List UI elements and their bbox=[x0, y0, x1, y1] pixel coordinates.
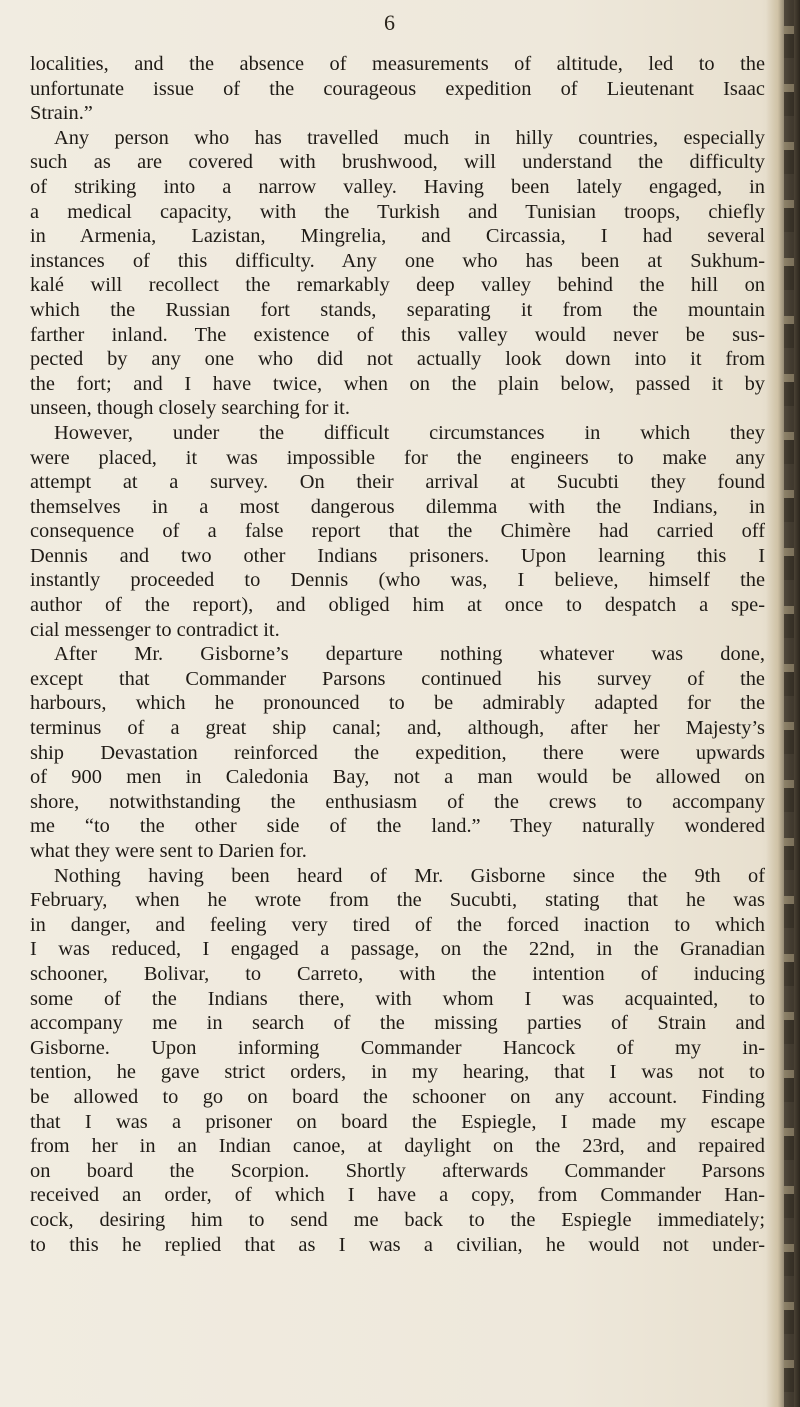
book-binding-edge bbox=[766, 0, 800, 1407]
text-line: a medical capacity, with the Turkish and Tunisian troops, chiefly bbox=[30, 200, 765, 223]
text-line: the fort; and I have twice, when on the plain below, passed it by bbox=[30, 372, 765, 395]
text-line: me “to the other side of the land.” They naturally wondered bbox=[30, 815, 765, 838]
text-line: in Armenia, Lazistan, Mingrelia, and Circassia, I had several bbox=[30, 225, 765, 248]
text-line: be allowed to go on board the schooner on any account. Finding bbox=[30, 1085, 765, 1108]
text-line: After Mr. Gisborne’s departure nothing whatever was done, bbox=[54, 643, 765, 666]
text-line: were placed, it was impossible for the engineers to make any bbox=[30, 446, 765, 469]
text-line: ship Devastation reinforced the expedition, there were upwards bbox=[30, 741, 765, 764]
text-line: consequence of a false report that the Chimère had carried off bbox=[30, 520, 765, 543]
text-line: Strain.” bbox=[30, 102, 93, 125]
text-line: terminus of a great ship canal; and, although, after her Majesty’s bbox=[30, 717, 765, 740]
text-line: cock, desiring him to send me back to the Espiegle immediately; bbox=[30, 1208, 765, 1231]
text-line: in danger, and feeling very tired of the forced inaction to which bbox=[30, 913, 765, 936]
text-line: Gisborne. Upon informing Commander Hancock of my in- bbox=[30, 1036, 765, 1059]
text-line: such as are covered with brushwood, will understand the difficulty bbox=[30, 151, 765, 174]
text-line: However, under the difficult circumstances in which they bbox=[54, 421, 765, 444]
text-line: I was reduced, I engaged a passage, on the 22nd, in the Granadian bbox=[30, 938, 765, 961]
text-line: Any person who has travelled much in hilly countries, especially bbox=[54, 126, 765, 149]
text-line: author of the report), and obliged him at once to despatch a spe- bbox=[30, 594, 765, 617]
text-line: harbours, which he pronounced to be admirably adapted for the bbox=[30, 692, 765, 715]
text-line: accompany me in search of the missing parties of Strain and bbox=[30, 1012, 765, 1035]
text-line: unseen, though closely searching for it. bbox=[30, 397, 350, 420]
text-line: on board the Scorpion. Shortly afterwards Commander Parsons bbox=[30, 1159, 765, 1182]
text-line: of 900 men in Caledonia Bay, not a man would be allowed on bbox=[30, 766, 765, 789]
text-line: from her in an Indian canoe, at daylight on the 23rd, and repaired bbox=[30, 1135, 765, 1158]
text-line: received an order, of which I have a copy, from Commander Han- bbox=[30, 1184, 765, 1207]
text-line: of striking into a narrow valley. Having been lately engaged, in bbox=[30, 175, 765, 198]
text-line: farther inland. The existence of this valley would never be sus- bbox=[30, 323, 765, 346]
text-line: Nothing having been heard of Mr. Gisborne since the 9th of bbox=[54, 864, 765, 887]
text-line: schooner, Bolivar, to Carreto, with the intention of inducing bbox=[30, 962, 765, 985]
text-line: shore, notwithstanding the enthusiasm of the crews to accompany bbox=[30, 790, 765, 813]
text-line: to this he replied that as I was a civilian, he would not under- bbox=[30, 1233, 765, 1256]
text-line: unfortunate issue of the courageous expedition of Lieutenant Isaac bbox=[30, 77, 765, 100]
text-line: what they were sent to Darien for. bbox=[30, 840, 307, 862]
text-line: that I was a prisoner on board the Espiegle, I made my escape bbox=[30, 1110, 765, 1133]
text-line: which the Russian fort stands, separating it from the mountain bbox=[30, 298, 765, 321]
text-line: cial messenger to contradict it. bbox=[30, 618, 280, 641]
text-line: some of the Indians there, with whom I was acquainted, to bbox=[30, 987, 765, 1010]
text-line: instances of this difficulty. Any one who has been at Sukhum- bbox=[30, 249, 765, 272]
text-line: pected by any one who did not actually look down into it from bbox=[30, 348, 765, 371]
text-line: localities, and the absence of measurements of altitude, led to the bbox=[30, 53, 765, 75]
text-line: instantly proceeded to Dennis (who was, I believe, himself the bbox=[30, 569, 765, 592]
text-line: themselves in a most dangerous dilemma with the Indians, in bbox=[30, 495, 765, 518]
text-line: February, when he wrote from the Sucubti, stating that he was bbox=[30, 889, 765, 912]
body-text bbox=[30, 52, 765, 1257]
text-line: tention, he gave strict orders, in my hearing, that I was not to bbox=[30, 1061, 765, 1084]
text-line: Dennis and two other Indians prisoners. Upon learning this I bbox=[30, 544, 765, 567]
page-number: 6 bbox=[384, 10, 396, 35]
text-line: attempt at a survey. On their arrival at Sucubti they found bbox=[30, 471, 765, 494]
text-line: except that Commander Parsons continued his survey of the bbox=[30, 667, 765, 690]
text-line: kalé will recollect the remarkably deep valley behind the hill on bbox=[30, 274, 765, 297]
